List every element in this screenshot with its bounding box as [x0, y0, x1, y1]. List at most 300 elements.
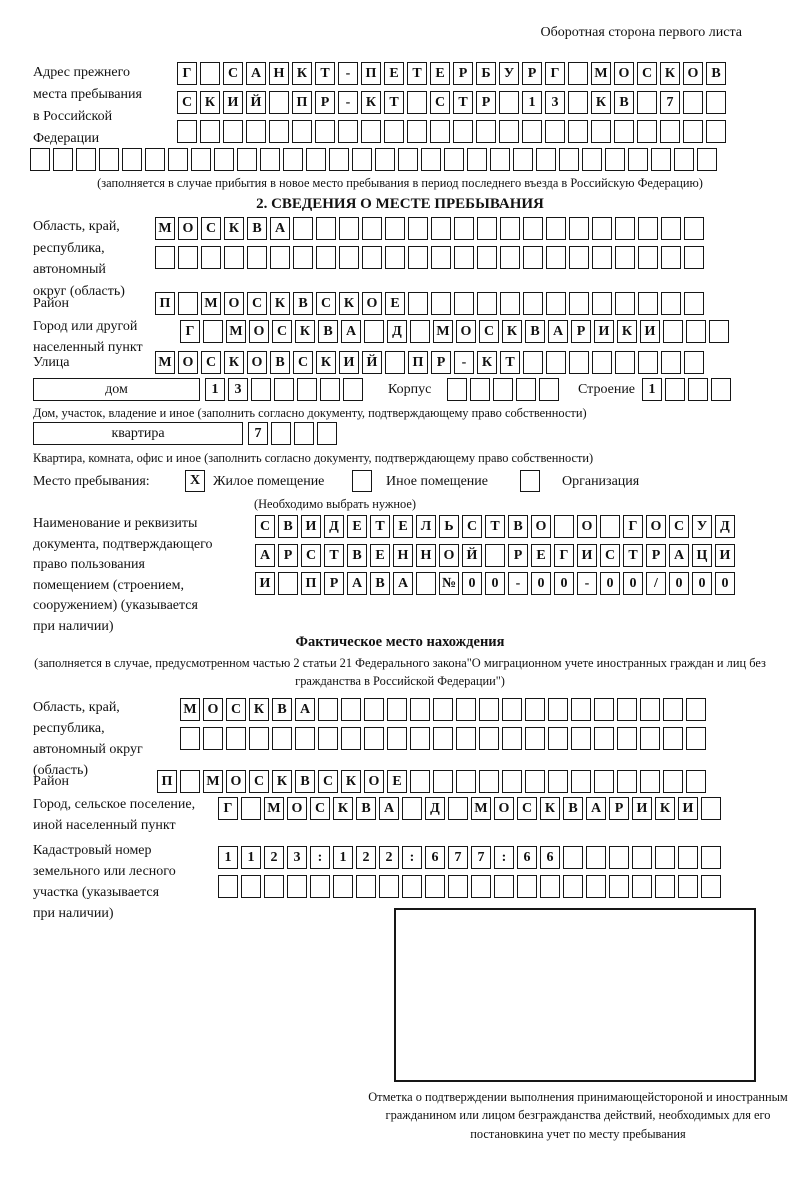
char-cell — [387, 698, 407, 721]
char-cell — [76, 148, 96, 171]
char-cell — [178, 246, 198, 269]
stay-type-checkbox-organization — [520, 470, 540, 492]
char-cell — [122, 148, 142, 171]
char-cell — [241, 797, 261, 820]
char-cell: А — [393, 572, 413, 595]
char-cell — [247, 246, 267, 269]
char-cell — [218, 875, 238, 898]
apartment-field-box: квартира — [33, 422, 243, 445]
char-cell: В — [247, 217, 267, 240]
char-cell — [632, 846, 652, 869]
char-cell — [447, 378, 467, 401]
char-cell: А — [341, 320, 361, 343]
char-cell — [421, 148, 441, 171]
char-cell: К — [292, 62, 312, 85]
section2-city-row — [180, 320, 729, 343]
char-cell — [297, 378, 317, 401]
char-cell: Д — [324, 515, 344, 538]
char-cell: В — [347, 544, 367, 567]
char-cell: 6 — [540, 846, 560, 869]
label-line: республика, — [33, 240, 105, 256]
char-cell — [364, 320, 384, 343]
char-cell: С — [462, 515, 482, 538]
char-cell — [525, 727, 545, 750]
char-cell — [638, 246, 658, 269]
apartment-note: Квартира, комната, офис и иное (заполнить согласно документу, подтверждающему право собственности) — [33, 451, 594, 465]
char-cell: В — [356, 797, 376, 820]
label-line: автономный — [33, 262, 106, 277]
char-cell — [615, 217, 635, 240]
char-cell: О — [683, 62, 703, 85]
char-cell — [226, 727, 246, 750]
char-cell: В — [370, 572, 390, 595]
char-cell: Р — [646, 544, 666, 567]
char-cell: О — [439, 544, 459, 567]
char-cell — [660, 120, 680, 143]
char-cell — [310, 875, 330, 898]
char-cell — [540, 875, 560, 898]
char-cell — [539, 378, 559, 401]
char-cell: К — [316, 351, 336, 374]
char-cell — [571, 770, 591, 793]
char-cell — [470, 378, 490, 401]
char-cell — [536, 148, 556, 171]
char-cell — [594, 698, 614, 721]
char-cell: И — [594, 320, 614, 343]
char-cell: Р — [571, 320, 591, 343]
char-cell: 7 — [471, 846, 491, 869]
document-row-2 — [255, 544, 735, 567]
char-cell — [592, 292, 612, 315]
label-line: помещением (строением, — [33, 577, 184, 593]
char-cell — [201, 246, 221, 269]
char-cell — [563, 846, 583, 869]
char-cell: С — [272, 320, 292, 343]
char-cell — [479, 770, 499, 793]
char-cell: 1 — [218, 846, 238, 869]
char-cell — [410, 770, 430, 793]
char-cell — [548, 727, 568, 750]
char-cell — [661, 292, 681, 315]
korpus-row — [447, 378, 559, 401]
char-cell: 2 — [379, 846, 399, 869]
label-line: (заполняется в случае, предусмотренном частью 2 статьи 21 Федерального закона — [34, 656, 467, 670]
char-cell — [306, 148, 326, 171]
char-cell: О — [577, 515, 597, 538]
char-cell: Т — [324, 544, 344, 567]
char-cell — [385, 351, 405, 374]
char-cell — [223, 120, 243, 143]
char-cell: К — [224, 217, 244, 240]
label-line: автономный округ — [33, 742, 143, 757]
section2-street-row — [155, 351, 704, 374]
char-cell — [546, 292, 566, 315]
char-cell — [271, 422, 291, 445]
char-cell: Т — [500, 351, 520, 374]
char-cell — [663, 320, 683, 343]
char-cell — [615, 292, 635, 315]
char-cell — [339, 217, 359, 240]
label-line: Город или другой — [33, 319, 138, 334]
char-cell — [637, 120, 657, 143]
char-cell: К — [200, 91, 220, 114]
char-cell — [523, 292, 543, 315]
actual-region-label — [33, 697, 143, 781]
char-cell — [697, 148, 717, 171]
char-cell — [361, 120, 381, 143]
char-cell — [686, 770, 706, 793]
char-cell — [686, 320, 706, 343]
char-cell: Ь — [439, 515, 459, 538]
label-line: округ (область) — [33, 283, 125, 299]
char-cell — [260, 148, 280, 171]
char-cell — [655, 875, 675, 898]
house-field-box: дом — [33, 378, 200, 401]
char-cell: И — [715, 544, 735, 567]
char-cell: С — [226, 698, 246, 721]
char-cell — [594, 727, 614, 750]
char-cell — [177, 120, 197, 143]
char-cell — [655, 846, 675, 869]
char-cell: Г — [545, 62, 565, 85]
char-cell — [338, 120, 358, 143]
char-cell — [293, 246, 313, 269]
char-cell: К — [660, 62, 680, 85]
char-cell: В — [318, 320, 338, 343]
char-cell — [637, 91, 657, 114]
char-cell: О — [203, 698, 223, 721]
char-cell: М — [591, 62, 611, 85]
char-cell: - — [338, 91, 358, 114]
char-cell — [362, 246, 382, 269]
char-cell: В — [270, 351, 290, 374]
char-cell — [490, 148, 510, 171]
actual-city-label — [33, 794, 195, 836]
char-cell — [516, 378, 536, 401]
page-side-note: Оборотная сторона первого листа — [540, 25, 742, 40]
apartment-number-row — [248, 422, 337, 445]
char-cell — [500, 292, 520, 315]
label-line: Отметка о подтверждении выполнения принимающей — [368, 1090, 655, 1104]
cadastral-row-2 — [218, 875, 721, 898]
char-cell — [341, 727, 361, 750]
char-cell — [292, 120, 312, 143]
section2-title: 2. СВЕДЕНИЯ О МЕСТЕ ПРЕБЫВАНИЯ — [256, 196, 544, 212]
char-cell: К — [655, 797, 675, 820]
label-line: гражданства действий, необходимых для его постановки — [470, 1108, 771, 1141]
char-cell — [523, 351, 543, 374]
char-cell: 0 — [600, 572, 620, 595]
actual-city-row — [218, 797, 721, 820]
char-cell — [638, 351, 658, 374]
char-cell — [477, 246, 497, 269]
char-cell — [320, 378, 340, 401]
char-cell: Й — [362, 351, 382, 374]
char-cell: Р — [315, 91, 335, 114]
char-cell — [343, 378, 363, 401]
char-cell — [617, 727, 637, 750]
char-cell: Е — [385, 292, 405, 315]
char-cell — [569, 217, 589, 240]
stay-type-option-other-premises: Иное помещение — [386, 474, 488, 489]
char-cell — [433, 698, 453, 721]
char-cell: - — [577, 572, 597, 595]
char-cell — [554, 515, 574, 538]
label-line: земельного или лесного — [33, 864, 176, 879]
char-cell: Д — [715, 515, 735, 538]
label-line: в Российской — [33, 109, 113, 124]
char-cell: 0 — [554, 572, 574, 595]
char-cell: 1 — [333, 846, 353, 869]
char-cell — [431, 292, 451, 315]
char-cell — [444, 148, 464, 171]
char-cell: С — [201, 217, 221, 240]
char-cell: К — [361, 91, 381, 114]
char-cell: Д — [425, 797, 445, 820]
char-cell — [274, 378, 294, 401]
char-cell — [318, 698, 338, 721]
char-cell: Р — [431, 351, 451, 374]
char-cell: П — [155, 292, 175, 315]
char-cell: М — [264, 797, 284, 820]
char-cell — [408, 246, 428, 269]
char-cell — [456, 770, 476, 793]
char-cell — [663, 770, 683, 793]
house-number-row — [205, 378, 363, 401]
document-row-3 — [255, 572, 735, 595]
char-cell: Е — [370, 544, 390, 567]
char-cell — [341, 698, 361, 721]
stay-type-checkbox-other-premises — [352, 470, 372, 492]
char-cell — [609, 875, 629, 898]
label-line: Федерации — [33, 131, 100, 146]
char-cell — [224, 246, 244, 269]
char-cell — [569, 246, 589, 269]
char-cell: Т — [453, 91, 473, 114]
char-cell: К — [617, 320, 637, 343]
char-cell — [651, 148, 671, 171]
prev-address-row-4 — [30, 148, 717, 171]
char-cell — [586, 875, 606, 898]
label-line: иной населенный пункт — [33, 818, 176, 833]
char-cell: Л — [416, 515, 436, 538]
char-cell — [674, 148, 694, 171]
label-line: республика, — [33, 721, 105, 736]
char-cell: Т — [623, 544, 643, 567]
char-cell: П — [361, 62, 381, 85]
char-cell: В — [278, 515, 298, 538]
char-cell — [407, 91, 427, 114]
char-cell: В — [525, 320, 545, 343]
char-cell: П — [292, 91, 312, 114]
actual-region-row-1 — [180, 698, 706, 721]
char-cell: А — [586, 797, 606, 820]
char-cell: 3 — [228, 378, 248, 401]
char-cell: С — [316, 292, 336, 315]
char-cell — [479, 727, 499, 750]
char-cell — [200, 62, 220, 85]
char-cell: Т — [370, 515, 390, 538]
char-cell: 6 — [517, 846, 537, 869]
char-cell — [493, 378, 513, 401]
char-cell: И — [339, 351, 359, 374]
char-cell: В — [508, 515, 528, 538]
char-cell — [448, 875, 468, 898]
char-cell — [640, 770, 660, 793]
char-cell — [408, 217, 428, 240]
char-cell — [684, 217, 704, 240]
char-cell: К — [591, 91, 611, 114]
char-cell — [502, 727, 522, 750]
char-cell: С — [177, 91, 197, 114]
char-cell — [605, 148, 625, 171]
prev-address-row-3 — [177, 120, 726, 143]
char-cell — [410, 698, 430, 721]
char-cell — [270, 246, 290, 269]
confirmation-caption — [360, 1088, 796, 1143]
char-cell: Г — [218, 797, 238, 820]
section2-district-row — [155, 292, 704, 315]
char-cell — [293, 217, 313, 240]
label-line: на учет по месту пребывания — [531, 1126, 686, 1141]
char-cell — [582, 148, 602, 171]
document-row-1 — [255, 515, 735, 538]
char-cell — [295, 727, 315, 750]
char-cell: С — [479, 320, 499, 343]
char-cell — [283, 148, 303, 171]
char-cell — [592, 246, 612, 269]
char-cell — [433, 727, 453, 750]
char-cell: Й — [246, 91, 266, 114]
char-cell: С — [249, 770, 269, 793]
char-cell: А — [270, 217, 290, 240]
char-cell — [456, 727, 476, 750]
stay-type-label: Место пребывания: — [33, 474, 150, 489]
char-cell: А — [669, 544, 689, 567]
char-cell: М — [180, 698, 200, 721]
char-cell: О — [224, 292, 244, 315]
char-cell — [410, 727, 430, 750]
char-cell: № — [439, 572, 459, 595]
char-cell: 6 — [425, 846, 445, 869]
char-cell: Р — [609, 797, 629, 820]
label-line: при наличии) — [33, 906, 114, 921]
char-cell: 2 — [356, 846, 376, 869]
char-cell: Т — [384, 91, 404, 114]
char-cell — [661, 351, 681, 374]
char-cell — [522, 120, 542, 143]
char-cell — [663, 698, 683, 721]
char-cell: С — [637, 62, 657, 85]
char-cell — [502, 770, 522, 793]
char-cell: Р — [324, 572, 344, 595]
char-cell — [609, 846, 629, 869]
char-cell — [333, 875, 353, 898]
char-cell: М — [471, 797, 491, 820]
char-cell: 0 — [715, 572, 735, 595]
char-cell — [375, 148, 395, 171]
char-cell: К — [270, 292, 290, 315]
char-cell: 0 — [462, 572, 482, 595]
char-cell — [499, 120, 519, 143]
char-cell: А — [246, 62, 266, 85]
char-cell — [701, 875, 721, 898]
char-cell — [385, 246, 405, 269]
char-cell: Г — [623, 515, 643, 538]
char-cell — [379, 875, 399, 898]
char-cell: С — [310, 797, 330, 820]
actual-district-label: Район — [33, 774, 69, 789]
char-cell: Н — [269, 62, 289, 85]
char-cell — [479, 698, 499, 721]
char-cell: Н — [416, 544, 436, 567]
actual-location-title: Фактическое место нахождения — [295, 634, 505, 650]
actual-location-note — [15, 655, 785, 690]
char-cell — [706, 91, 726, 114]
char-cell — [249, 727, 269, 750]
char-cell — [454, 217, 474, 240]
char-cell — [317, 422, 337, 445]
char-cell: С — [517, 797, 537, 820]
char-cell — [385, 217, 405, 240]
label-line: документа, подтверждающего — [33, 536, 213, 552]
char-cell — [430, 120, 450, 143]
char-cell — [615, 246, 635, 269]
char-cell — [278, 572, 298, 595]
char-cell — [316, 246, 336, 269]
korpus-label: Корпус — [388, 382, 432, 397]
char-cell: У — [499, 62, 519, 85]
char-cell — [410, 320, 430, 343]
char-cell — [145, 148, 165, 171]
char-cell — [546, 351, 566, 374]
char-cell: Р — [522, 62, 542, 85]
char-cell — [678, 875, 698, 898]
char-cell: О — [247, 351, 267, 374]
char-cell — [398, 148, 418, 171]
char-cell — [569, 351, 589, 374]
label-line: Область, край, — [33, 219, 120, 234]
char-cell — [200, 120, 220, 143]
char-cell — [513, 148, 533, 171]
char-cell: Е — [393, 515, 413, 538]
char-cell: / — [646, 572, 666, 595]
char-cell: С — [255, 515, 275, 538]
char-cell — [563, 875, 583, 898]
char-cell — [454, 292, 474, 315]
house-note: Дом, участок, владение и иное (заполнить согласно документу, подтверждающему право собственности) — [33, 406, 587, 420]
char-cell — [471, 875, 491, 898]
char-cell: 0 — [531, 572, 551, 595]
char-cell — [559, 148, 579, 171]
choose-note: (Необходимо выбрать нужное) — [253, 497, 417, 511]
section2-district-label: Район — [33, 296, 69, 311]
char-cell — [272, 727, 292, 750]
char-cell — [523, 217, 543, 240]
char-cell: С — [301, 544, 321, 567]
char-cell — [241, 875, 261, 898]
char-cell — [454, 246, 474, 269]
char-cell — [155, 246, 175, 269]
prev-address-note: (заполняется в случае прибытия в новое место пребывания в период последнего въезда в Российскую Федерацию) — [97, 176, 703, 190]
char-cell: К — [540, 797, 560, 820]
char-cell — [264, 875, 284, 898]
char-cell: : — [494, 846, 514, 869]
char-cell — [408, 292, 428, 315]
label-line: (область) — [33, 763, 89, 778]
char-cell — [502, 698, 522, 721]
char-cell — [494, 875, 514, 898]
